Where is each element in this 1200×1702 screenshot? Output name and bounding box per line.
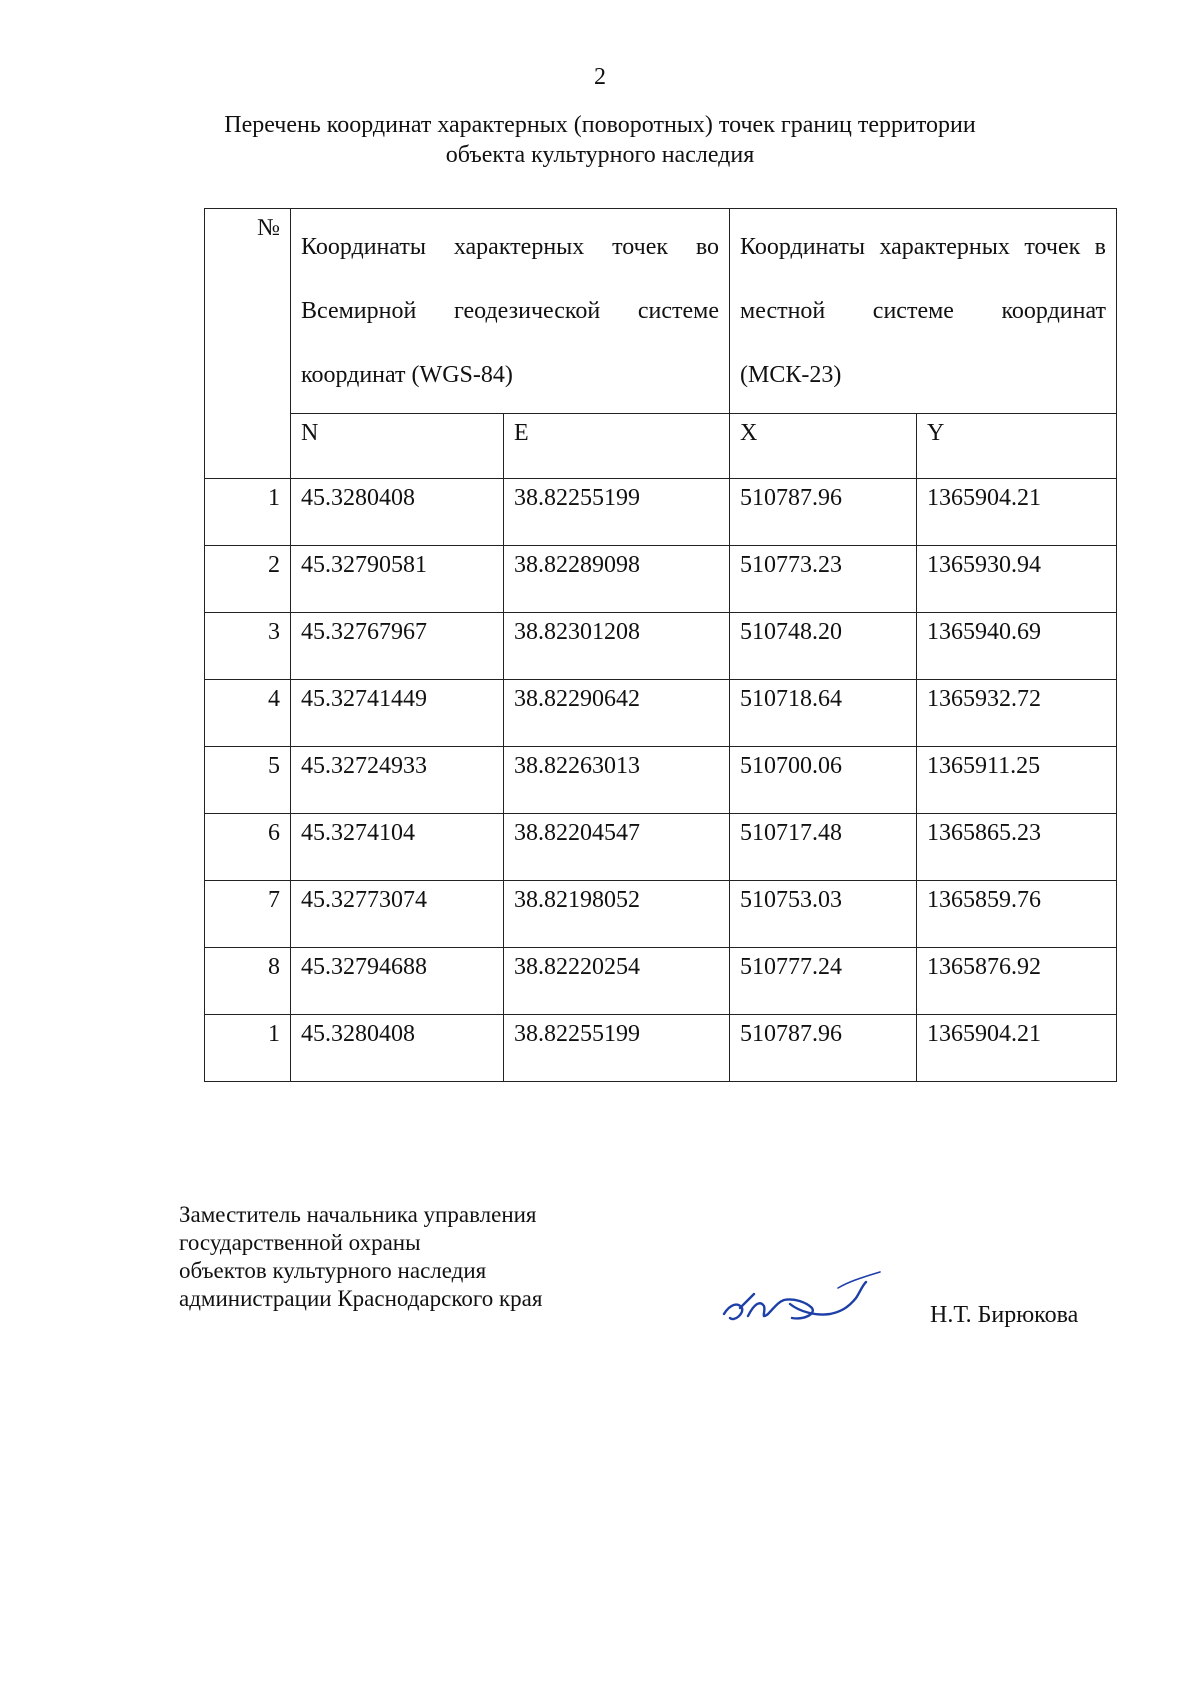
header-x: X [730,414,917,479]
longitude-cell: 38.82255199 [504,1015,730,1082]
msk-y-cell: 1365932.72 [917,680,1117,747]
latitude-cell: 45.32767967 [291,613,504,680]
longitude-cell: 38.82198052 [504,881,730,948]
msk-y-cell: 1365940.69 [917,613,1117,680]
handwritten-signature [720,1268,890,1338]
row-number-cell: 4 [205,680,291,747]
row-number-cell: 7 [205,881,291,948]
latitude-cell: 45.32724933 [291,747,504,814]
msk-x-cell: 510717.48 [730,814,917,881]
row-number-cell: 1 [205,1015,291,1082]
header-msk23: Координаты характерных точек в местной системе координат (МСК-23) [730,209,1117,414]
msk-x-cell: 510718.64 [730,680,917,747]
msk-y-cell: 1365859.76 [917,881,1117,948]
msk-y-cell: 1365930.94 [917,546,1117,613]
header-n: N [291,414,504,479]
msk-y-cell: 1365904.21 [917,1015,1117,1082]
signer-position-line-1: Заместитель начальника управления [179,1202,537,1227]
latitude-cell: 45.32794688 [291,948,504,1015]
latitude-cell: 45.3280408 [291,479,504,546]
table-row [205,747,1117,814]
row-number-cell: 6 [205,814,291,881]
msk-x-cell: 510773.23 [730,546,917,613]
msk-x-cell: 510787.96 [730,1015,917,1082]
header-e: E [504,414,730,479]
msk-y-cell: 1365876.92 [917,948,1117,1015]
title-line-1: Перечень координат характерных (поворотных) точек границ территории [224,112,976,138]
row-number-cell: 3 [205,613,291,680]
document-title [150,110,1050,170]
msk-x-cell: 510787.96 [730,479,917,546]
page-number: 2 [594,64,606,90]
longitude-cell: 38.82301208 [504,613,730,680]
table-row [205,881,1117,948]
header-wgs84: Координаты характерных точек во Всемирной геодезической системе координат (WGS-84) [291,209,730,414]
title-line-2: объекта культурного наследия [445,142,755,168]
msk-x-cell: 510748.20 [730,613,917,680]
table-row [205,546,1117,613]
latitude-cell: 45.32741449 [291,680,504,747]
signer-position-line-3: объектов культурного наследия [179,1258,487,1283]
table-row [205,814,1117,881]
longitude-cell: 38.82220254 [504,948,730,1015]
row-number-cell: 8 [205,948,291,1015]
msk-x-cell: 510777.24 [730,948,917,1015]
longitude-cell: 38.82255199 [504,479,730,546]
msk-y-cell: 1365865.23 [917,814,1117,881]
row-number-cell: 2 [205,546,291,613]
latitude-cell: 45.3280408 [291,1015,504,1082]
latitude-cell: 45.32773074 [291,881,504,948]
table-row [205,680,1117,747]
latitude-cell: 45.32790581 [291,546,504,613]
latitude-cell: 45.3274104 [291,814,504,881]
header-y: Y [917,414,1117,479]
longitude-cell: 38.82204547 [504,814,730,881]
table-row [205,479,1117,546]
row-number-cell: 1 [205,479,291,546]
coordinates-table [204,208,1117,1082]
header-number: № [205,209,291,479]
table-row [205,948,1117,1015]
longitude-cell: 38.82289098 [504,546,730,613]
signature-block [179,1201,542,1313]
row-number-cell: 5 [205,747,291,814]
msk-y-cell: 1365904.21 [917,479,1117,546]
msk-x-cell: 510700.06 [730,747,917,814]
msk-x-cell: 510753.03 [730,881,917,948]
longitude-cell: 38.82263013 [504,747,730,814]
signer-position-line-4: администрации Краснодарского края [179,1286,543,1311]
table-row [205,1015,1117,1082]
table-subheader-row [205,414,1117,479]
table-header-row [205,209,1117,414]
signer-name: Н.Т. Бирюкова [930,1302,1079,1328]
signer-position-line-2: государственной охраны [179,1230,421,1255]
longitude-cell: 38.82290642 [504,680,730,747]
table-row [205,613,1117,680]
msk-y-cell: 1365911.25 [917,747,1117,814]
